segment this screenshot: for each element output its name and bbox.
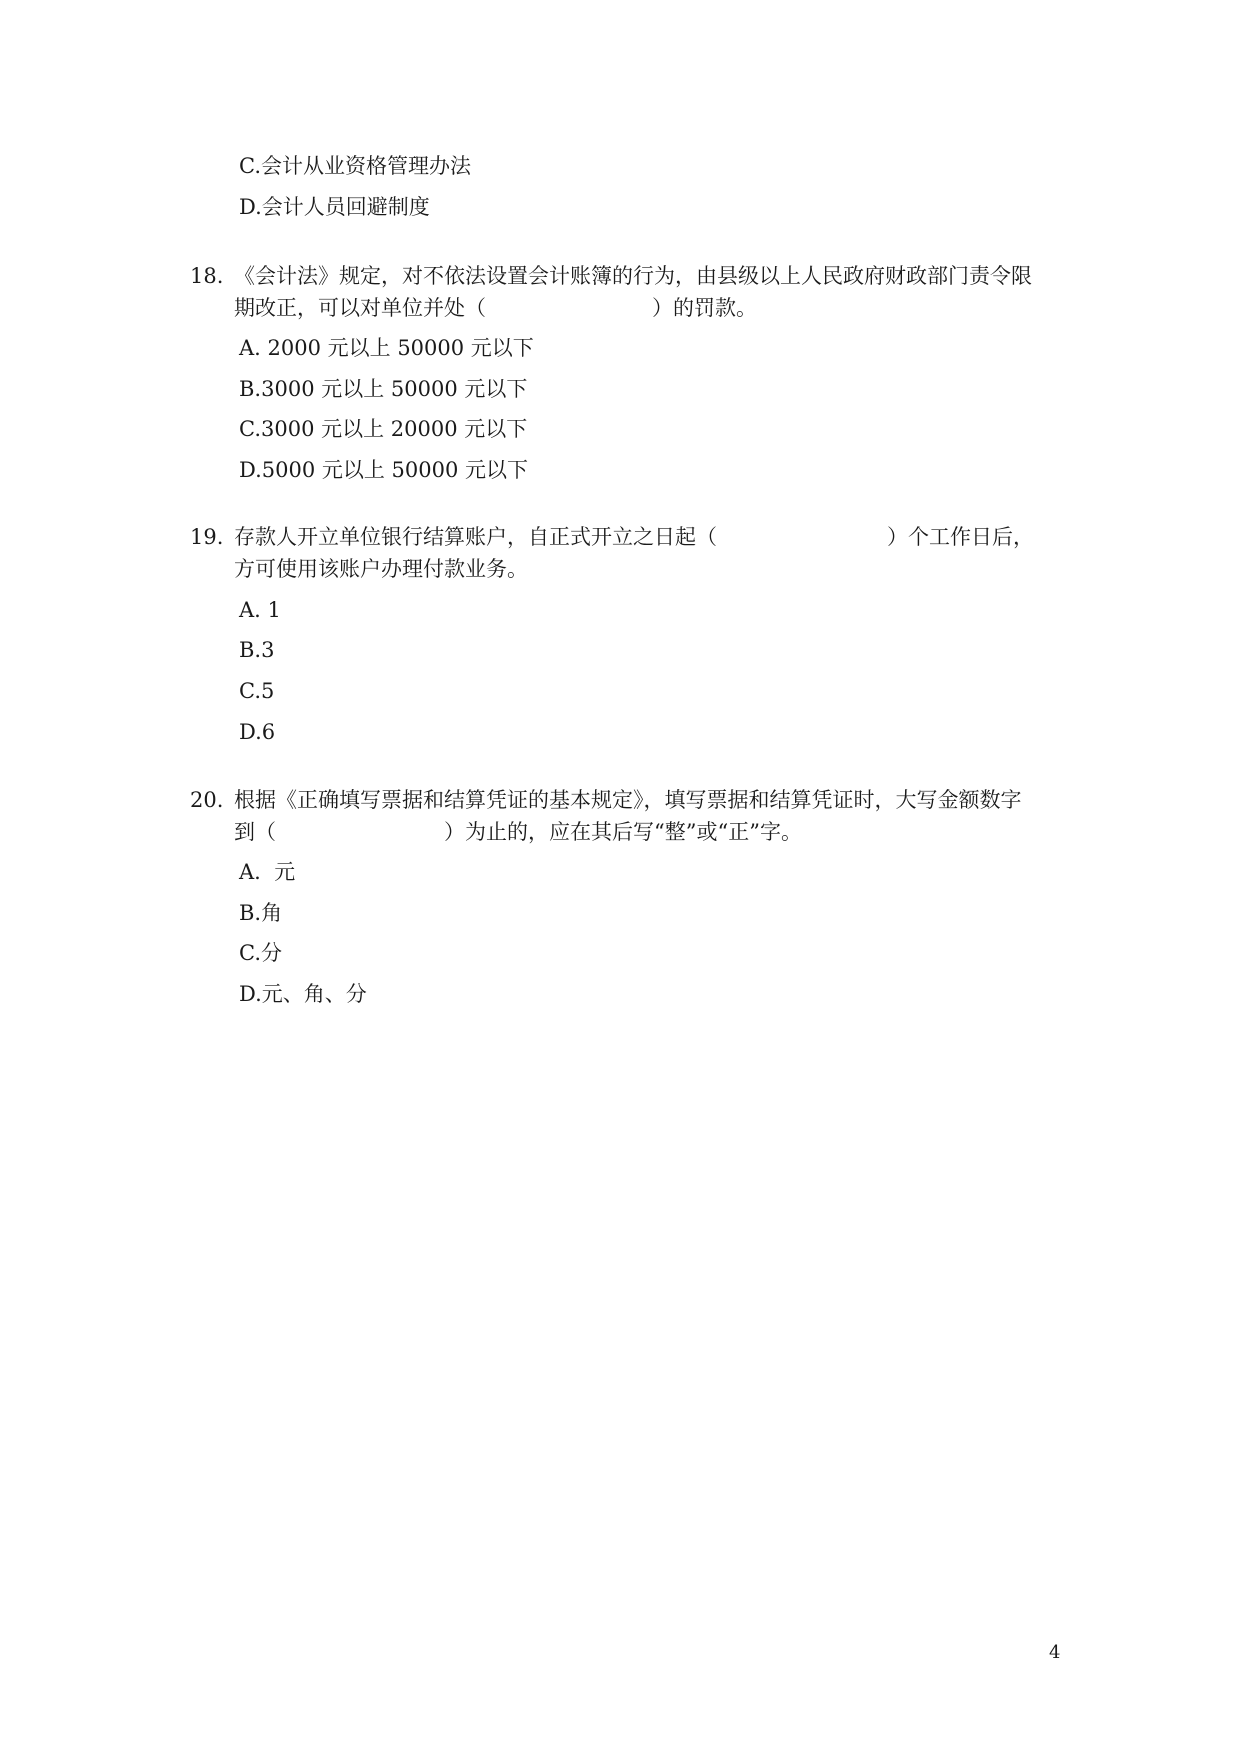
question-stem-line1: [234, 523, 1034, 551]
question-number: 18.: [190, 264, 224, 288]
stem-before-blank: 期改正，可以对单位并处（: [234, 296, 486, 320]
page-number: 4: [1049, 1642, 1061, 1663]
question-number: 20.: [190, 788, 224, 812]
option-label: A.: [239, 336, 261, 360]
option-text: 分: [261, 941, 282, 965]
question-stem-line1: 根据《正确填写票据和结算凭证的基本规定》，填写票据和结算凭证时，大写金额数字: [234, 788, 1022, 812]
option-text: 5000 元以上 50000 元以下: [261, 458, 529, 482]
question-number: 19.: [190, 525, 224, 549]
option-text: 3000 元以上 20000 元以下: [261, 417, 528, 441]
stem-after-blank: ）为止的，应在其后写“整”或“正”字。: [444, 820, 802, 844]
option-label: A.: [239, 860, 261, 884]
option-a: [239, 334, 534, 362]
option-text: 会计人员回避制度: [261, 195, 430, 219]
option-text: 1: [260, 598, 281, 622]
option-text: 元: [260, 860, 296, 884]
option-label: D.: [239, 195, 262, 219]
option-d: [239, 718, 275, 746]
option-text: 元、角、分: [261, 982, 367, 1006]
option-b: [239, 636, 274, 664]
question-stem-line2: [234, 818, 802, 846]
option-b: [239, 375, 527, 403]
option-label: B.: [239, 901, 262, 925]
option-label: C.: [239, 417, 261, 441]
stem-before-blank: 存款人开立单位银行结算账户，自正式开立之日起（: [234, 525, 717, 549]
question-stem-line2: 方可使用该账户办理付款业务。: [234, 557, 528, 581]
option-c: [239, 415, 527, 443]
option-a: [239, 596, 281, 624]
option-d: [239, 456, 528, 484]
option-c: [239, 939, 282, 967]
question-stem-line2: [234, 294, 757, 322]
option-text: 3000 元以上 50000 元以下: [261, 377, 528, 401]
option-label: C.: [239, 941, 261, 965]
option-text: 6: [261, 720, 276, 744]
question-stem-line1: 《会计法》规定，对不依法设置会计账簿的行为，由县级以上人民政府财政部门责令限: [234, 264, 1032, 288]
option-label: C.: [239, 154, 261, 178]
option-text: 5: [261, 679, 275, 703]
stem-after-blank: ）个工作日后，: [887, 525, 1034, 549]
option-c-q17: [239, 152, 471, 180]
option-label: C.: [239, 679, 261, 703]
option-label: D.: [239, 982, 262, 1006]
option-d: [239, 980, 367, 1008]
option-label: D.: [239, 458, 262, 482]
option-label: B.: [239, 377, 262, 401]
option-b: [239, 899, 282, 927]
option-text: 2000 元以上 50000 元以下: [260, 336, 534, 360]
option-text: 会计从业资格管理办法: [261, 154, 471, 178]
option-label: A.: [239, 598, 261, 622]
stem-before-blank: 到（: [234, 820, 276, 844]
option-d-q17: [239, 193, 430, 221]
option-label: B.: [239, 638, 262, 662]
option-text: 角: [261, 901, 283, 925]
stem-after-blank: ）的罚款。: [652, 296, 757, 320]
option-label: D.: [239, 720, 262, 744]
option-a: [239, 858, 295, 886]
option-text: 3: [261, 638, 275, 662]
option-c: [239, 677, 274, 705]
